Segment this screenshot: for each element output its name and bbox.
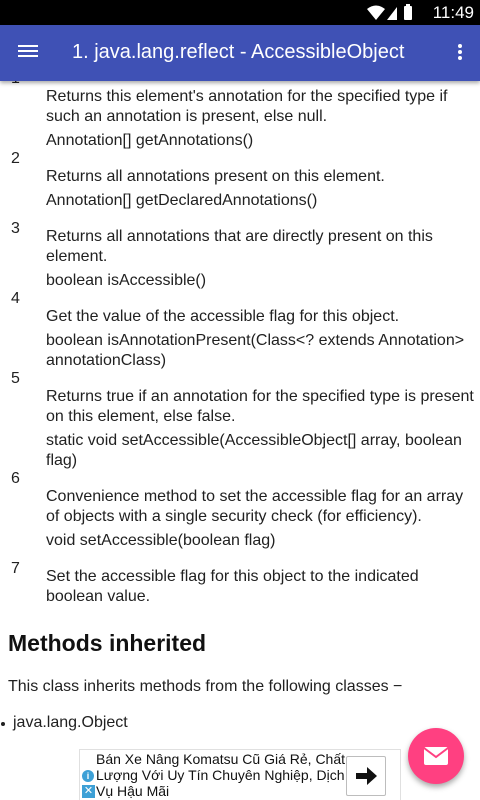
method-description: Returns all annotations that are directly present on this element.	[46, 228, 433, 265]
method-signature: Annotation[] getAnnotations()	[46, 132, 254, 149]
section-heading: Methods inherited	[8, 630, 207, 656]
ad-banner[interactable]	[80, 750, 400, 800]
email-icon	[408, 728, 464, 784]
list-item[interactable]: java.lang.Object	[13, 714, 128, 731]
clock: 11:49	[432, 3, 474, 22]
status-bar	[0, 0, 480, 25]
method-description: Returns true if an annotation for the specified type is present on this element, else false.	[46, 388, 474, 425]
info-icon[interactable]: i	[82, 770, 94, 782]
method-description: Returns all annotations present on this element.	[46, 168, 385, 185]
method-description: Set the accessible flag for this object to the indicated boolean value.	[46, 568, 419, 605]
method-signature: boolean isAnnotationPresent(Class<? extends Annotation> annotationClass)	[46, 332, 465, 369]
method-description: Returns this element's annotation for the specified type if such an annotation is present, else null.	[46, 88, 448, 125]
method-signature: Annotation[] getDeclaredAnnotations()	[46, 192, 318, 209]
method-number: 6	[11, 470, 20, 487]
menu-icon[interactable]	[16, 42, 40, 64]
section-intro: This class inherits methods from the following classes −	[8, 678, 403, 695]
method-number: 4	[11, 290, 20, 307]
method-description: Get the value of the accessible flag for this object.	[46, 308, 400, 325]
method-signature: static void setAccessible(AccessibleObject[] array, boolean flag)	[46, 432, 462, 469]
ad-arrow-button[interactable]	[346, 756, 386, 796]
content-scroll[interactable]	[0, 81, 480, 750]
wifi-icon	[367, 6, 385, 21]
email-fab-button[interactable]	[408, 728, 464, 784]
page-title: 1. java.lang.reflect - AccessibleObject	[72, 41, 405, 63]
method-description: Convenience method to set the accessible flag for an array of objects with a single security check (for efficiency).	[46, 488, 464, 525]
method-number: 2	[11, 150, 20, 167]
more-vert-icon[interactable]	[456, 42, 464, 64]
method-signature: void setAccessible(boolean flag)	[46, 532, 276, 549]
close-icon[interactable]: ✕	[83, 785, 94, 797]
method-number: 5	[11, 370, 20, 387]
ad-text[interactable]: Bán Xe Nâng Komatsu Cũ Giá Rẻ, Chất Lượng Với Uy Tín Chuyên Nghiệp, Dịch Vụ Hậu Mãi	[96, 751, 346, 799]
method-number: 3	[11, 220, 20, 237]
method-number: 7	[11, 560, 20, 577]
method-signature: boolean isAccessible()	[46, 272, 207, 289]
arrow-right-icon	[347, 757, 385, 795]
app-bar	[0, 25, 480, 81]
battery-icon	[404, 6, 412, 20]
status-icons	[366, 4, 416, 21]
signal-icon	[387, 7, 397, 20]
